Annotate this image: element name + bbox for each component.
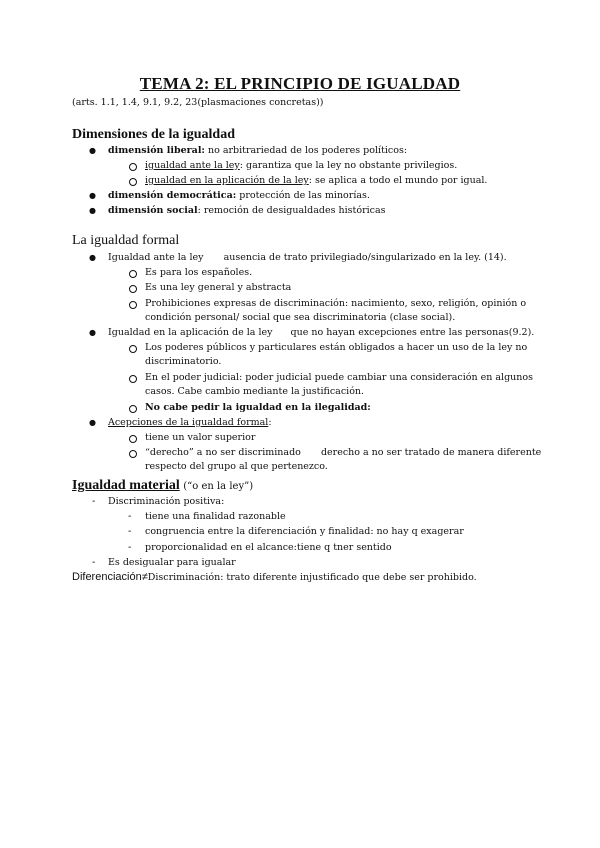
subtitle: (arts. 1.1, 1.4, 9.1, 9.2, 23(plasmaciones concretas)) (72, 97, 324, 108)
list-item: Acepciones de la igualdad formal: (108, 417, 272, 428)
bullet-icon: ● (89, 146, 96, 155)
list-item: dimensión social: remoción de desigualdades históricas (108, 205, 386, 216)
circle-bullet-icon (129, 301, 137, 309)
dash-bullet-icon: - (92, 496, 96, 507)
list-item: dimensión democrática: protección de las minorías. (108, 190, 370, 201)
list-item: No cabe pedir la igualdad en la ilegalidad: (145, 402, 371, 413)
list-item: tiene un valor superior (145, 432, 256, 443)
circle-bullet-icon (129, 285, 137, 293)
page-title: TEMA 2: EL PRINCIPIO DE IGUALDAD (139, 74, 461, 93)
dash-bullet-icon: - (92, 557, 96, 568)
dash-bullet-icon: - (128, 526, 132, 537)
list-item: Es para los españoles. (145, 267, 253, 278)
bullet-icon: ● (89, 206, 96, 215)
list-item: tiene una finalidad razonable (145, 511, 286, 522)
circle-bullet-icon (129, 163, 137, 171)
circle-bullet-icon (129, 450, 137, 458)
list-item: igualdad en la aplicación de la ley: se aplica a todo el mundo por igual. (145, 175, 488, 186)
circle-bullet-icon (129, 345, 137, 353)
list-item-continuation: respecto del grupo al que pertenezco. (145, 461, 328, 472)
heading-dimensiones: Dimensiones de la igualdad (72, 127, 235, 142)
circle-bullet-icon (129, 375, 137, 383)
circle-bullet-icon (129, 178, 137, 186)
bullet-icon: ● (89, 253, 96, 262)
list-item: dimensión liberal: no arbitrariedad de los poderes políticos: (108, 145, 408, 156)
heading-igualdad-formal: La igualdad formal (72, 233, 180, 248)
dash-bullet-icon: - (128, 511, 132, 522)
bullet-icon: ● (89, 418, 96, 427)
heading-igualdad-material: Igualdad material (“o en la ley”) (72, 478, 254, 493)
list-item: Los poderes públicos y particulares están obligados a hacer un uso de la ley no (145, 342, 528, 353)
list-item: En el poder judicial: poder judicial puede cambiar una consideración en algunos (145, 372, 533, 383)
definition-line: Diferenciación≠Discriminación: trato diferente injustificado que debe ser prohibido. (72, 571, 477, 583)
circle-bullet-icon (129, 435, 137, 443)
list-item: Discriminación positiva: (108, 496, 225, 507)
circle-bullet-icon (129, 270, 137, 278)
list-item: congruencia entre la diferenciación y finalidad: no hay q exagerar (145, 526, 464, 537)
circle-bullet-icon (129, 405, 137, 413)
list-item: Prohibiciones expresas de discriminación: nacimiento, sexo, religión, opinión o (145, 298, 527, 309)
list-item: Es una ley general y abstracta (145, 282, 292, 293)
list-item: Es desigualar para igualar (108, 557, 236, 568)
list-item-continuation: casos. Cabe cambio mediante la justificación. (145, 386, 365, 397)
list-item-continuation: discriminatorio. (145, 356, 222, 367)
list-item: igualdad ante la ley: garantiza que la ley no obstante privilegios. (145, 160, 458, 171)
list-item: proporcionalidad en el alcance:tiene q tner sentido (145, 542, 392, 553)
list-item: Igualdad en la aplicación de la ley que no hayan excepciones entre las personas(9.2). (108, 327, 535, 338)
list-item: “derecho” a no ser discriminado derecho a no ser tratado de manera diferente (145, 447, 542, 458)
bullet-icon: ● (89, 328, 96, 337)
dash-bullet-icon: - (128, 542, 132, 553)
bullet-icon: ● (89, 191, 96, 200)
list-item: Igualdad ante la ley ausencia de trato privilegiado/singularizado en la ley. (14). (108, 252, 507, 263)
list-item-continuation: condición personal/ social que sea discriminatoria (clase social). (145, 312, 456, 323)
